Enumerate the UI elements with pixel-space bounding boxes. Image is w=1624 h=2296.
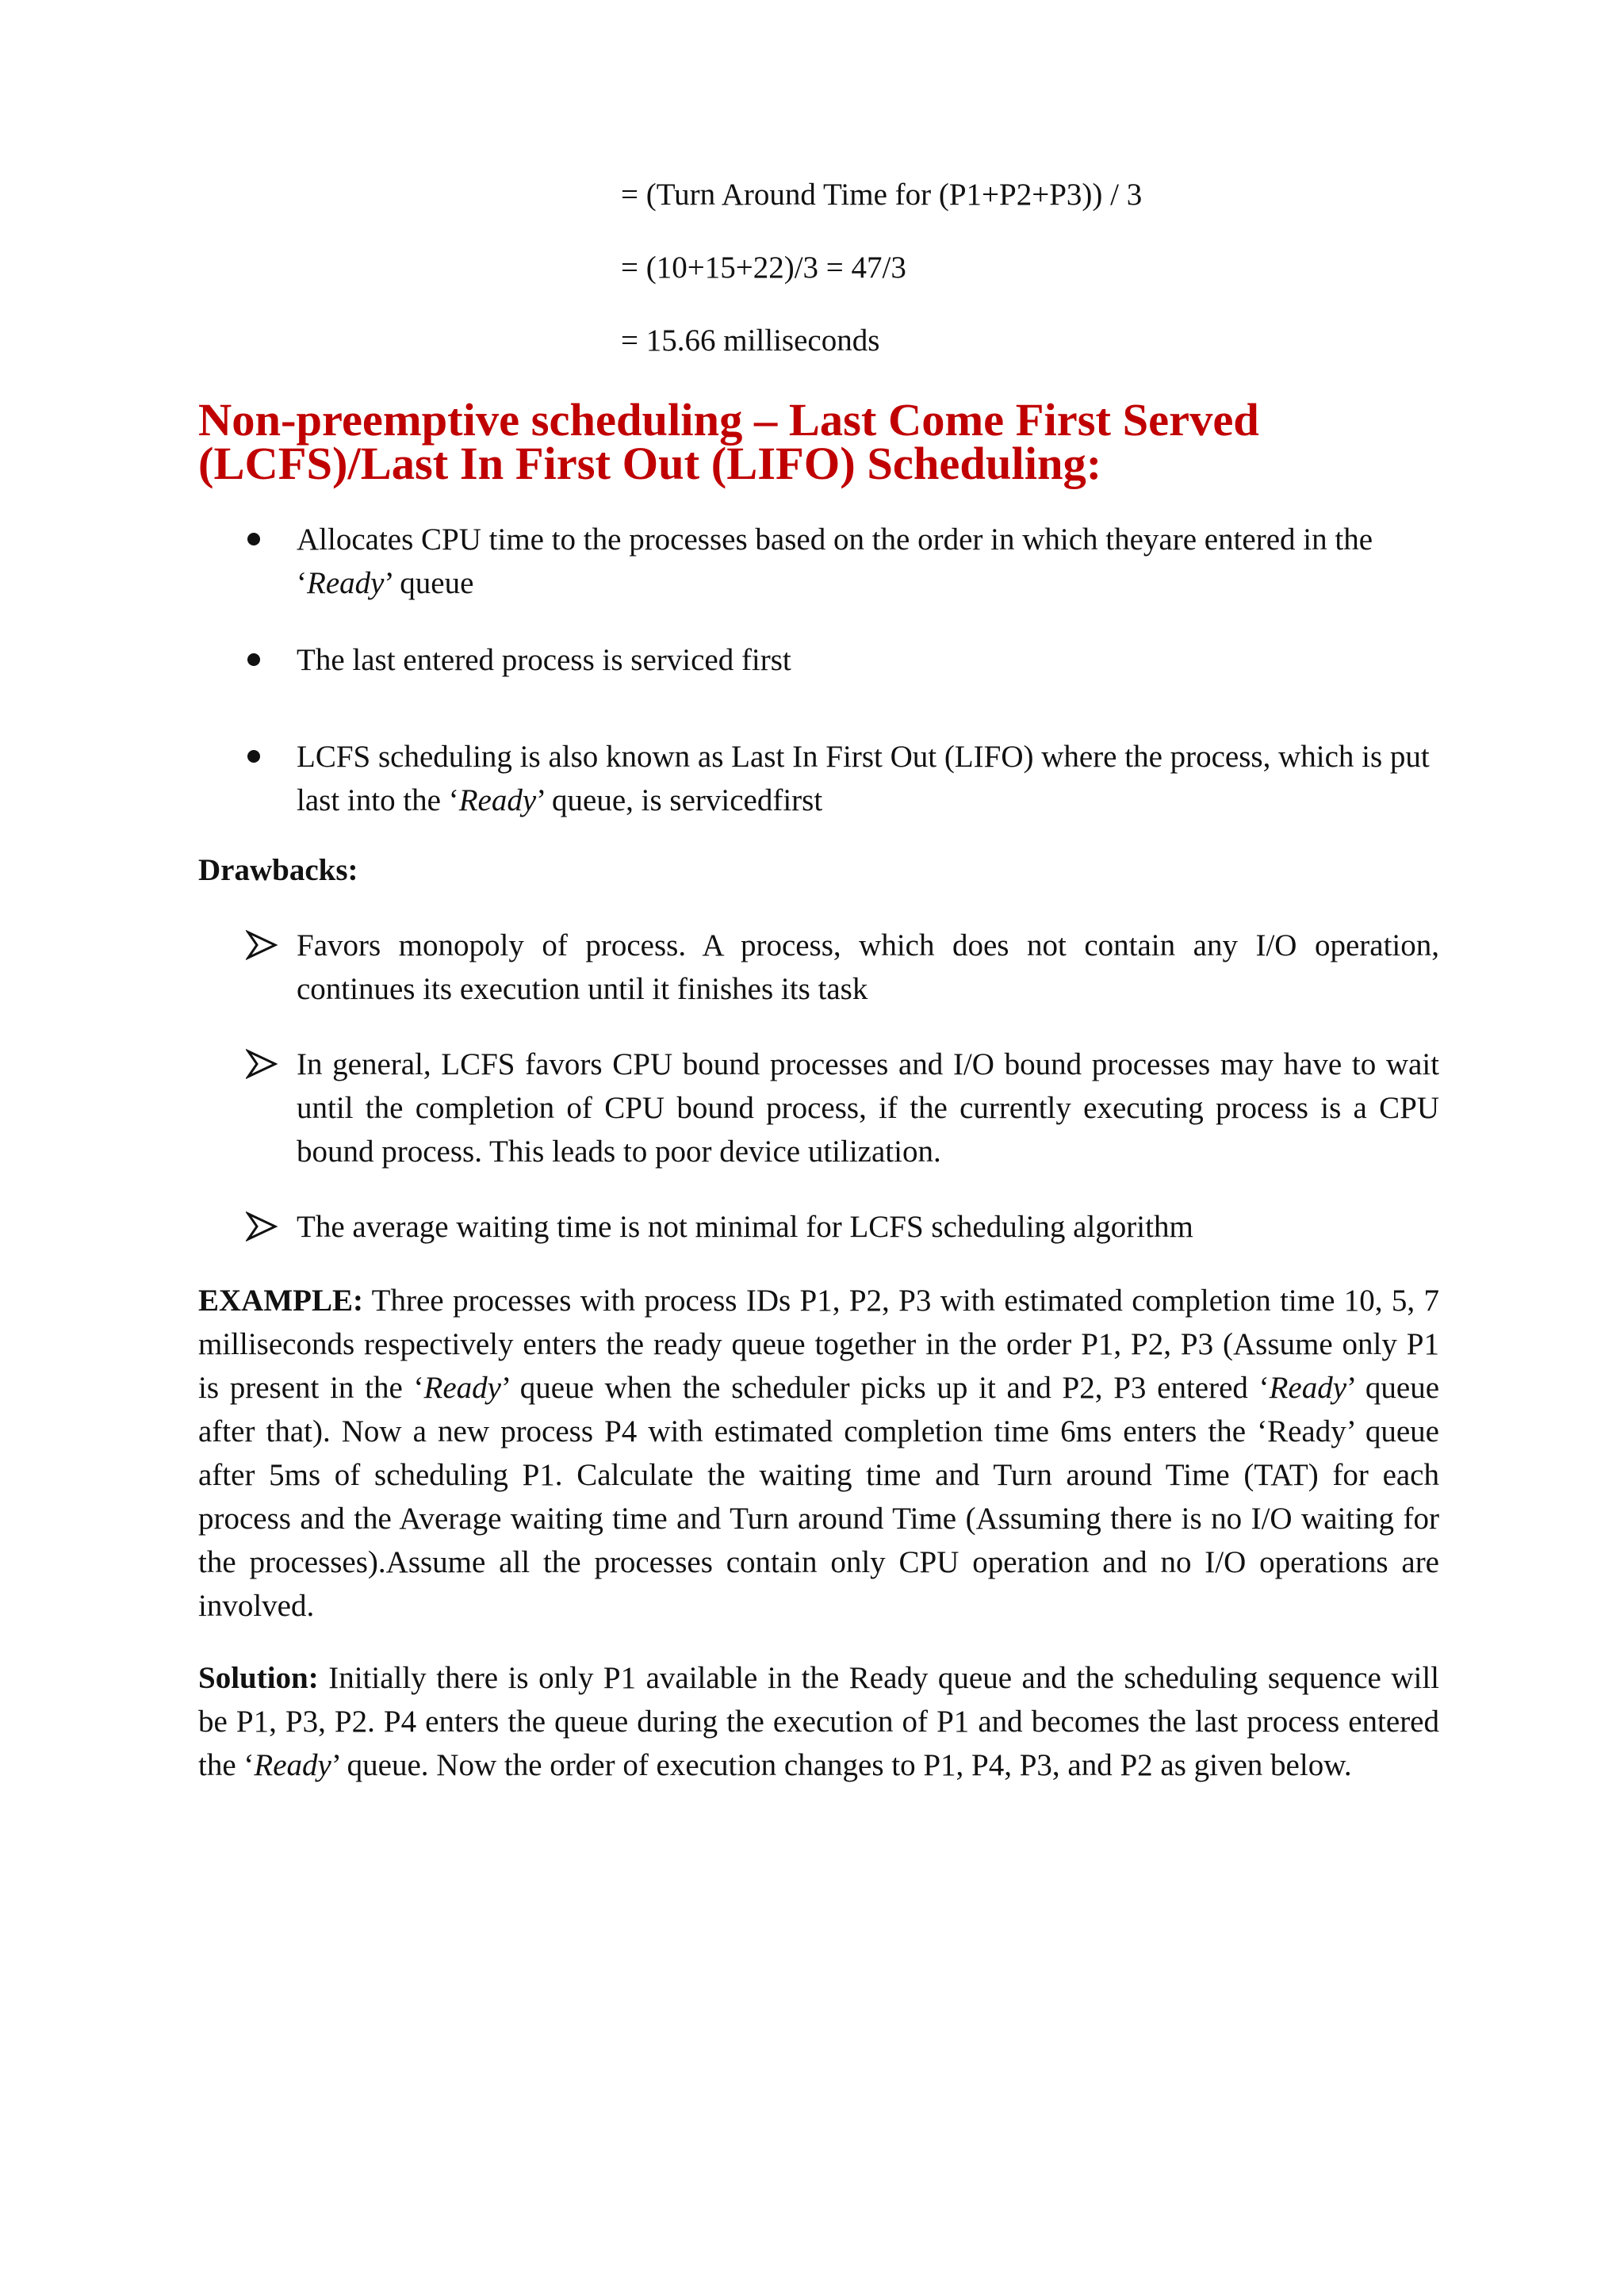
formula-block [621, 176, 1414, 395]
bullet-italic-ready: Ready [307, 566, 385, 600]
drawback-text: The average waiting time is not minimal for LCFS scheduling algorithm [297, 1210, 1193, 1244]
bullet-text: The last entered process is serviced first [297, 643, 791, 677]
example-text: Three processes with process IDs P1, P2, P3 with estimated completion time 10, 5, 7 milliseconds respectively enters the ready queue together in the order P1, P2, P3 (Assume only P1 is present in the ‘ [198, 1284, 1439, 1405]
arrowhead-icon [246, 1049, 278, 1079]
arrowhead-icon [246, 1211, 278, 1242]
bullet-text: LCFS scheduling is also known as Last In First Out (LIFO) where the process, which is put last into the ‘ [297, 740, 1430, 817]
drawback-text: Favors monopoly of process. A process, which does not contain any I/O operation, continues its execution until it finishes its task [297, 928, 1439, 1006]
example-italic-ready: Ready [1269, 1371, 1347, 1405]
bullet-icon [247, 750, 260, 763]
main-content [198, 394, 1440, 1787]
example-italic-ready: Ready [423, 1371, 501, 1405]
example-paragraph [198, 1279, 1439, 1628]
example-text: ’ queue when the scheduler picks up it and P2, P3 entered ‘ [500, 1371, 1270, 1405]
drawback-text: In general, LCFS favors CPU bound processes and I/O bound processes may have to wait until the completion of CPU bound process, if the currently executing process is a CPU bound process. This leads to poor device utilization. [297, 1047, 1439, 1169]
bullet-item-2 [198, 638, 1439, 682]
bullet-icon [247, 533, 260, 545]
drawbacks-label: Drawbacks: [198, 853, 358, 887]
characteristics-list [198, 518, 1439, 822]
formula-line-3: = 15.66 milliseconds [621, 323, 880, 358]
drawbacks-list [198, 924, 1439, 1249]
drawback-item-3 [198, 1205, 1439, 1249]
arrowhead-icon [246, 930, 278, 960]
example-label: EXAMPLE: [198, 1284, 363, 1318]
bullet-text: Allocates CPU time to the processes based on the order in which theyare entered in the ‘ [297, 522, 1373, 600]
bullet-italic-ready: Ready [458, 783, 537, 817]
bullet-item-1 [198, 518, 1439, 605]
section-heading: Non-preemptive scheduling – Last Come First Served (LCFS)/Last In First Out (LIFO) Scheduling: [198, 394, 1259, 489]
solution-label: Solution: [198, 1661, 319, 1695]
formula-line-1: = (Turn Around Time for (P1+P2+P3)) / 3 [621, 178, 1143, 212]
drawback-item-2 [198, 1043, 1439, 1173]
bullet-icon [247, 653, 260, 666]
example-text: ’ queue after that). Now a new process P4 with estimated completion time 6ms enters the ‘Ready’ queue after 5ms of scheduling P1. Calculate the waiting time and Turn around Time (TAT) for each process and the Average waiting time and Turn around Time (Assuming there is no I/O waiting for the processes).Assume all the processes contain only CPU operation and no I/O operations are involved. [198, 1371, 1440, 1623]
formula-line-2: = (10+15+22)/3 = 47/3 [621, 251, 906, 285]
drawback-item-1 [198, 924, 1439, 1011]
solution-italic-ready: Ready [254, 1748, 331, 1782]
solution-paragraph [198, 1656, 1439, 1787]
solution-text: ’ queue. Now the order of execution changes to P1, P4, P3, and P2 as given below. [331, 1748, 1352, 1782]
bullet-text: ’ queue, is servicedfirst [536, 783, 823, 817]
bullet-text: ’ queue [384, 566, 474, 600]
bullet-item-3 [198, 735, 1439, 822]
solution-text: Initially there is only P1 available in the Ready queue and the scheduling sequence will be P1, P3, P2. P4 enters the queue during the execution of P1 and becomes the last process entered the ‘ [198, 1661, 1439, 1782]
